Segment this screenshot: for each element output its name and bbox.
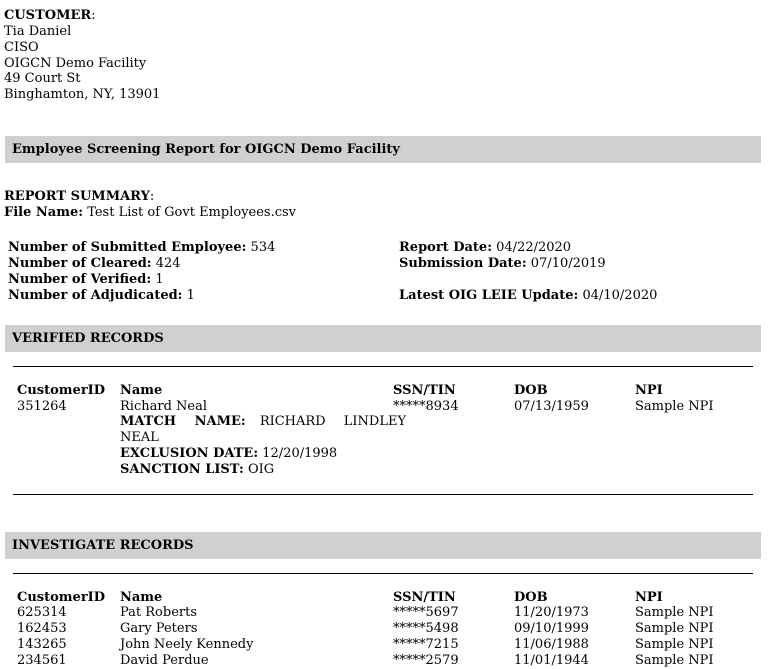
report-date-row: Report Date: 04/22/2020 <box>399 240 572 255</box>
report-title-bar: Employee Screening Report for OIGCN Demo Facility <box>5 136 761 163</box>
customer-name: Tia Daniel <box>4 24 72 39</box>
row-id: 234561 <box>17 653 67 668</box>
col-dob: DOB <box>514 383 548 398</box>
customer-street: 49 Court St <box>4 71 81 86</box>
row-id: 143265 <box>17 637 67 652</box>
col-customer-id: CustomerID <box>17 383 106 398</box>
row-ssn: *****7215 <box>393 637 459 652</box>
row-dob: 11/20/1973 <box>514 605 589 620</box>
adjudicated-row: Number of Adjudicated: 1 <box>8 288 195 303</box>
submission-date-row: Submission Date: 07/10/2019 <box>399 256 606 271</box>
col-npi: NPI <box>635 590 663 605</box>
row-ssn: *****5498 <box>393 621 459 636</box>
row-npi: Sample NPI <box>635 621 714 636</box>
row-name: John Neely Kennedy <box>120 637 254 652</box>
col-ssn: SSN/TIN <box>393 383 456 398</box>
customer-city: Binghamton, NY, 13901 <box>4 87 161 102</box>
submitted-row: Number of Submitted Employee: 534 <box>8 240 276 255</box>
customer-title: CISO <box>4 40 39 55</box>
exclusion-date-row: EXCLUSION DATE: 12/20/1998 <box>120 446 338 461</box>
row-npi: Sample NPI <box>635 605 714 620</box>
match-name-value: RICHARD LINDLEY <box>259 414 407 429</box>
verified-records-bar: VERIFIED RECORDS <box>5 325 761 352</box>
row-dob: 11/01/1944 <box>514 653 589 668</box>
col-name: Name <box>120 383 163 398</box>
row-ssn: *****2579 <box>393 653 459 668</box>
row-name: David Perdue <box>120 653 209 668</box>
investigate-records-bar: INVESTIGATE RECORDS <box>5 532 761 559</box>
verified-count-row: Number of Verified: 1 <box>8 272 164 287</box>
leie-update-row: Latest OIG LEIE Update: 04/10/2020 <box>399 288 658 303</box>
row-npi: Sample NPI <box>635 653 714 668</box>
row-ssn: *****5697 <box>393 605 459 620</box>
record-npi: Sample NPI <box>635 399 714 414</box>
file-name-value: Test List of Govt Employees.csv <box>87 205 297 220</box>
match-name-continued: NEAL <box>120 430 159 445</box>
col-name: Name <box>120 590 163 605</box>
row-name: Gary Peters <box>120 621 198 636</box>
divider <box>13 366 753 367</box>
record-dob: 07/13/1959 <box>514 399 589 414</box>
row-dob: 11/06/1988 <box>514 637 589 652</box>
col-dob: DOB <box>514 590 548 605</box>
record-ssn: *****8934 <box>393 399 459 414</box>
summary-heading: REPORT SUMMARY: <box>4 189 155 204</box>
cleared-row: Number of Cleared: 424 <box>8 256 181 271</box>
record-name: Richard Neal <box>120 399 207 414</box>
file-name-row: File Name: Test List of Govt Employees.csv <box>4 205 297 220</box>
match-name-row <box>120 414 407 430</box>
customer-heading: CUSTOMER: <box>4 8 96 23</box>
row-name: Pat Roberts <box>120 605 198 620</box>
match-name-label: MATCH NAME: <box>120 414 246 429</box>
sanction-list-row: SANCTION LIST: OIG <box>120 462 275 477</box>
row-id: 162453 <box>17 621 67 636</box>
row-npi: Sample NPI <box>635 637 714 652</box>
col-npi: NPI <box>635 383 663 398</box>
row-id: 625314 <box>17 605 67 620</box>
divider <box>13 573 753 574</box>
col-customer-id: CustomerID <box>17 590 106 605</box>
col-ssn: SSN/TIN <box>393 590 456 605</box>
record-id: 351264 <box>17 399 67 414</box>
divider <box>13 494 753 495</box>
customer-facility: OIGCN Demo Facility <box>4 56 147 71</box>
row-dob: 09/10/1999 <box>514 621 589 636</box>
